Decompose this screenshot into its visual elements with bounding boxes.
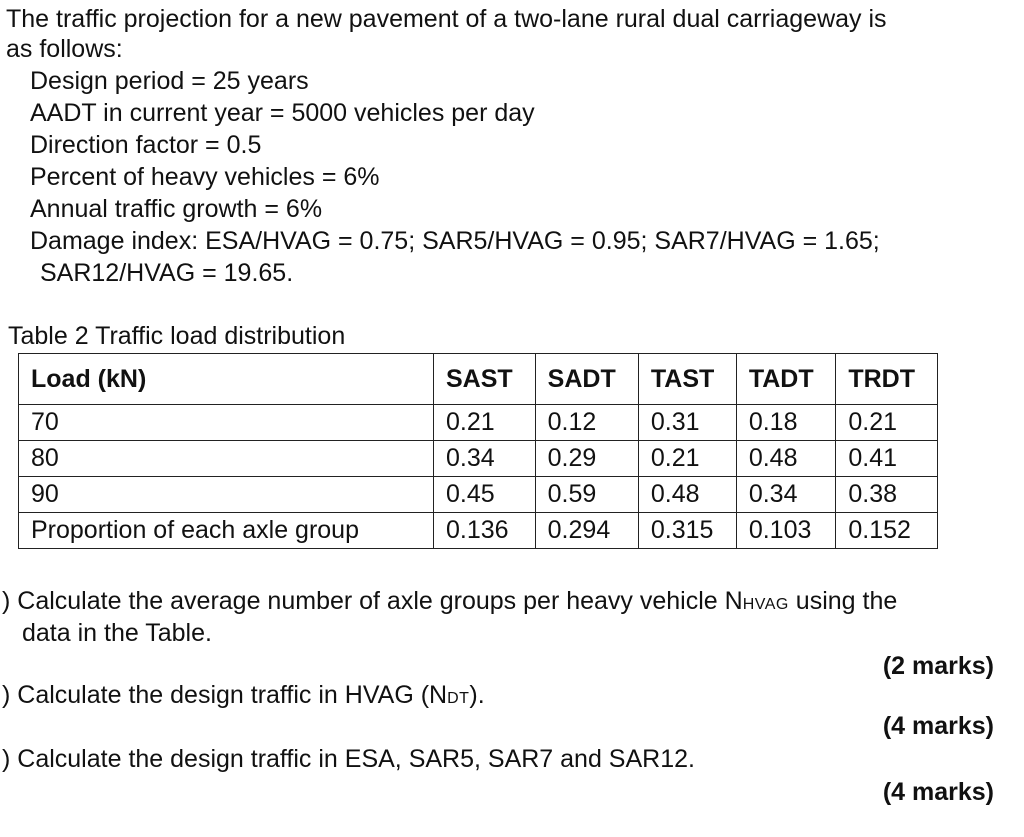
cell-sast: 0.136 — [434, 513, 536, 549]
cell-tast: 0.21 — [638, 441, 736, 477]
param-direction-factor: Direction factor = 0.5 — [30, 131, 262, 159]
cell-tast: 0.315 — [638, 513, 736, 549]
question-a — [2, 586, 897, 620]
table-row — [19, 477, 938, 513]
cell-sadt: 0.59 — [535, 477, 638, 513]
question-a-line-2: data in the Table. — [22, 619, 212, 647]
cell-sadt: 0.12 — [535, 405, 638, 441]
question-a-suffix: using the — [788, 587, 898, 615]
cell-trdt: 0.152 — [836, 513, 938, 549]
cell-tadt: 0.103 — [736, 513, 836, 549]
cell-tadt: 0.34 — [736, 477, 836, 513]
question-b-suffix: ). — [469, 681, 485, 709]
question-c: ) Calculate the design traffic in ESA, SAR5, SAR7 and SAR12. — [2, 745, 695, 773]
table-row — [19, 441, 938, 477]
question-a-subscript: HVAG — [742, 596, 789, 613]
header-sadt: SADT — [535, 354, 638, 405]
table-row-proportion — [19, 513, 938, 549]
param-damage-index: Damage index: ESA/HVAG = 0.75; SAR5/HVAG = 0.95; SAR7/HVAG = 1.65; — [30, 227, 880, 255]
question-b-subscript: DT — [447, 690, 470, 707]
cell-load: 90 — [19, 477, 434, 513]
cell-tast: 0.31 — [638, 405, 736, 441]
param-design-period: Design period = 25 years — [30, 67, 309, 95]
table-caption: Table 2 Traffic load distribution — [8, 322, 346, 350]
cell-tadt: 0.48 — [736, 441, 836, 477]
question-b-marks: (4 marks) — [882, 712, 994, 740]
intro-line-2: as follows: — [6, 35, 123, 63]
cell-trdt: 0.41 — [836, 441, 938, 477]
traffic-load-table — [18, 353, 938, 549]
table-header-row — [19, 354, 938, 405]
cell-load: 70 — [19, 405, 434, 441]
header-tadt: TADT — [736, 354, 836, 405]
cell-load: 80 — [19, 441, 434, 477]
header-trdt: TRDT — [836, 354, 938, 405]
header-load: Load (kN) — [19, 354, 434, 405]
cell-sadt: 0.29 — [535, 441, 638, 477]
param-aadt: AADT in current year = 5000 vehicles per day — [30, 99, 535, 127]
question-c-marks: (4 marks) — [882, 778, 994, 806]
cell-load: Proportion of each axle group — [19, 513, 434, 549]
cell-trdt: 0.38 — [836, 477, 938, 513]
cell-trdt: 0.21 — [836, 405, 938, 441]
param-damage-index-cont: SAR12/HVAG = 19.65. — [40, 259, 294, 287]
param-traffic-growth: Annual traffic growth = 6% — [30, 195, 323, 223]
question-a-prefix: ) Calculate the average number of axle groups per heavy vehicle N — [2, 587, 743, 615]
cell-tadt: 0.18 — [736, 405, 836, 441]
intro-line-1: The traffic projection for a new pavement of a two-lane rural dual carriageway is — [6, 5, 887, 33]
question-a-marks: (2 marks) — [882, 652, 994, 680]
cell-sadt: 0.294 — [535, 513, 638, 549]
header-sast: SAST — [434, 354, 536, 405]
cell-sast: 0.21 — [434, 405, 536, 441]
header-tast: TAST — [638, 354, 736, 405]
cell-sast: 0.45 — [434, 477, 536, 513]
question-b — [2, 680, 485, 714]
cell-sast: 0.34 — [434, 441, 536, 477]
cell-tast: 0.48 — [638, 477, 736, 513]
question-b-prefix: ) Calculate the design traffic in HVAG (N — [2, 681, 448, 709]
param-heavy-vehicles: Percent of heavy vehicles = 6% — [30, 163, 380, 191]
table-row — [19, 405, 938, 441]
